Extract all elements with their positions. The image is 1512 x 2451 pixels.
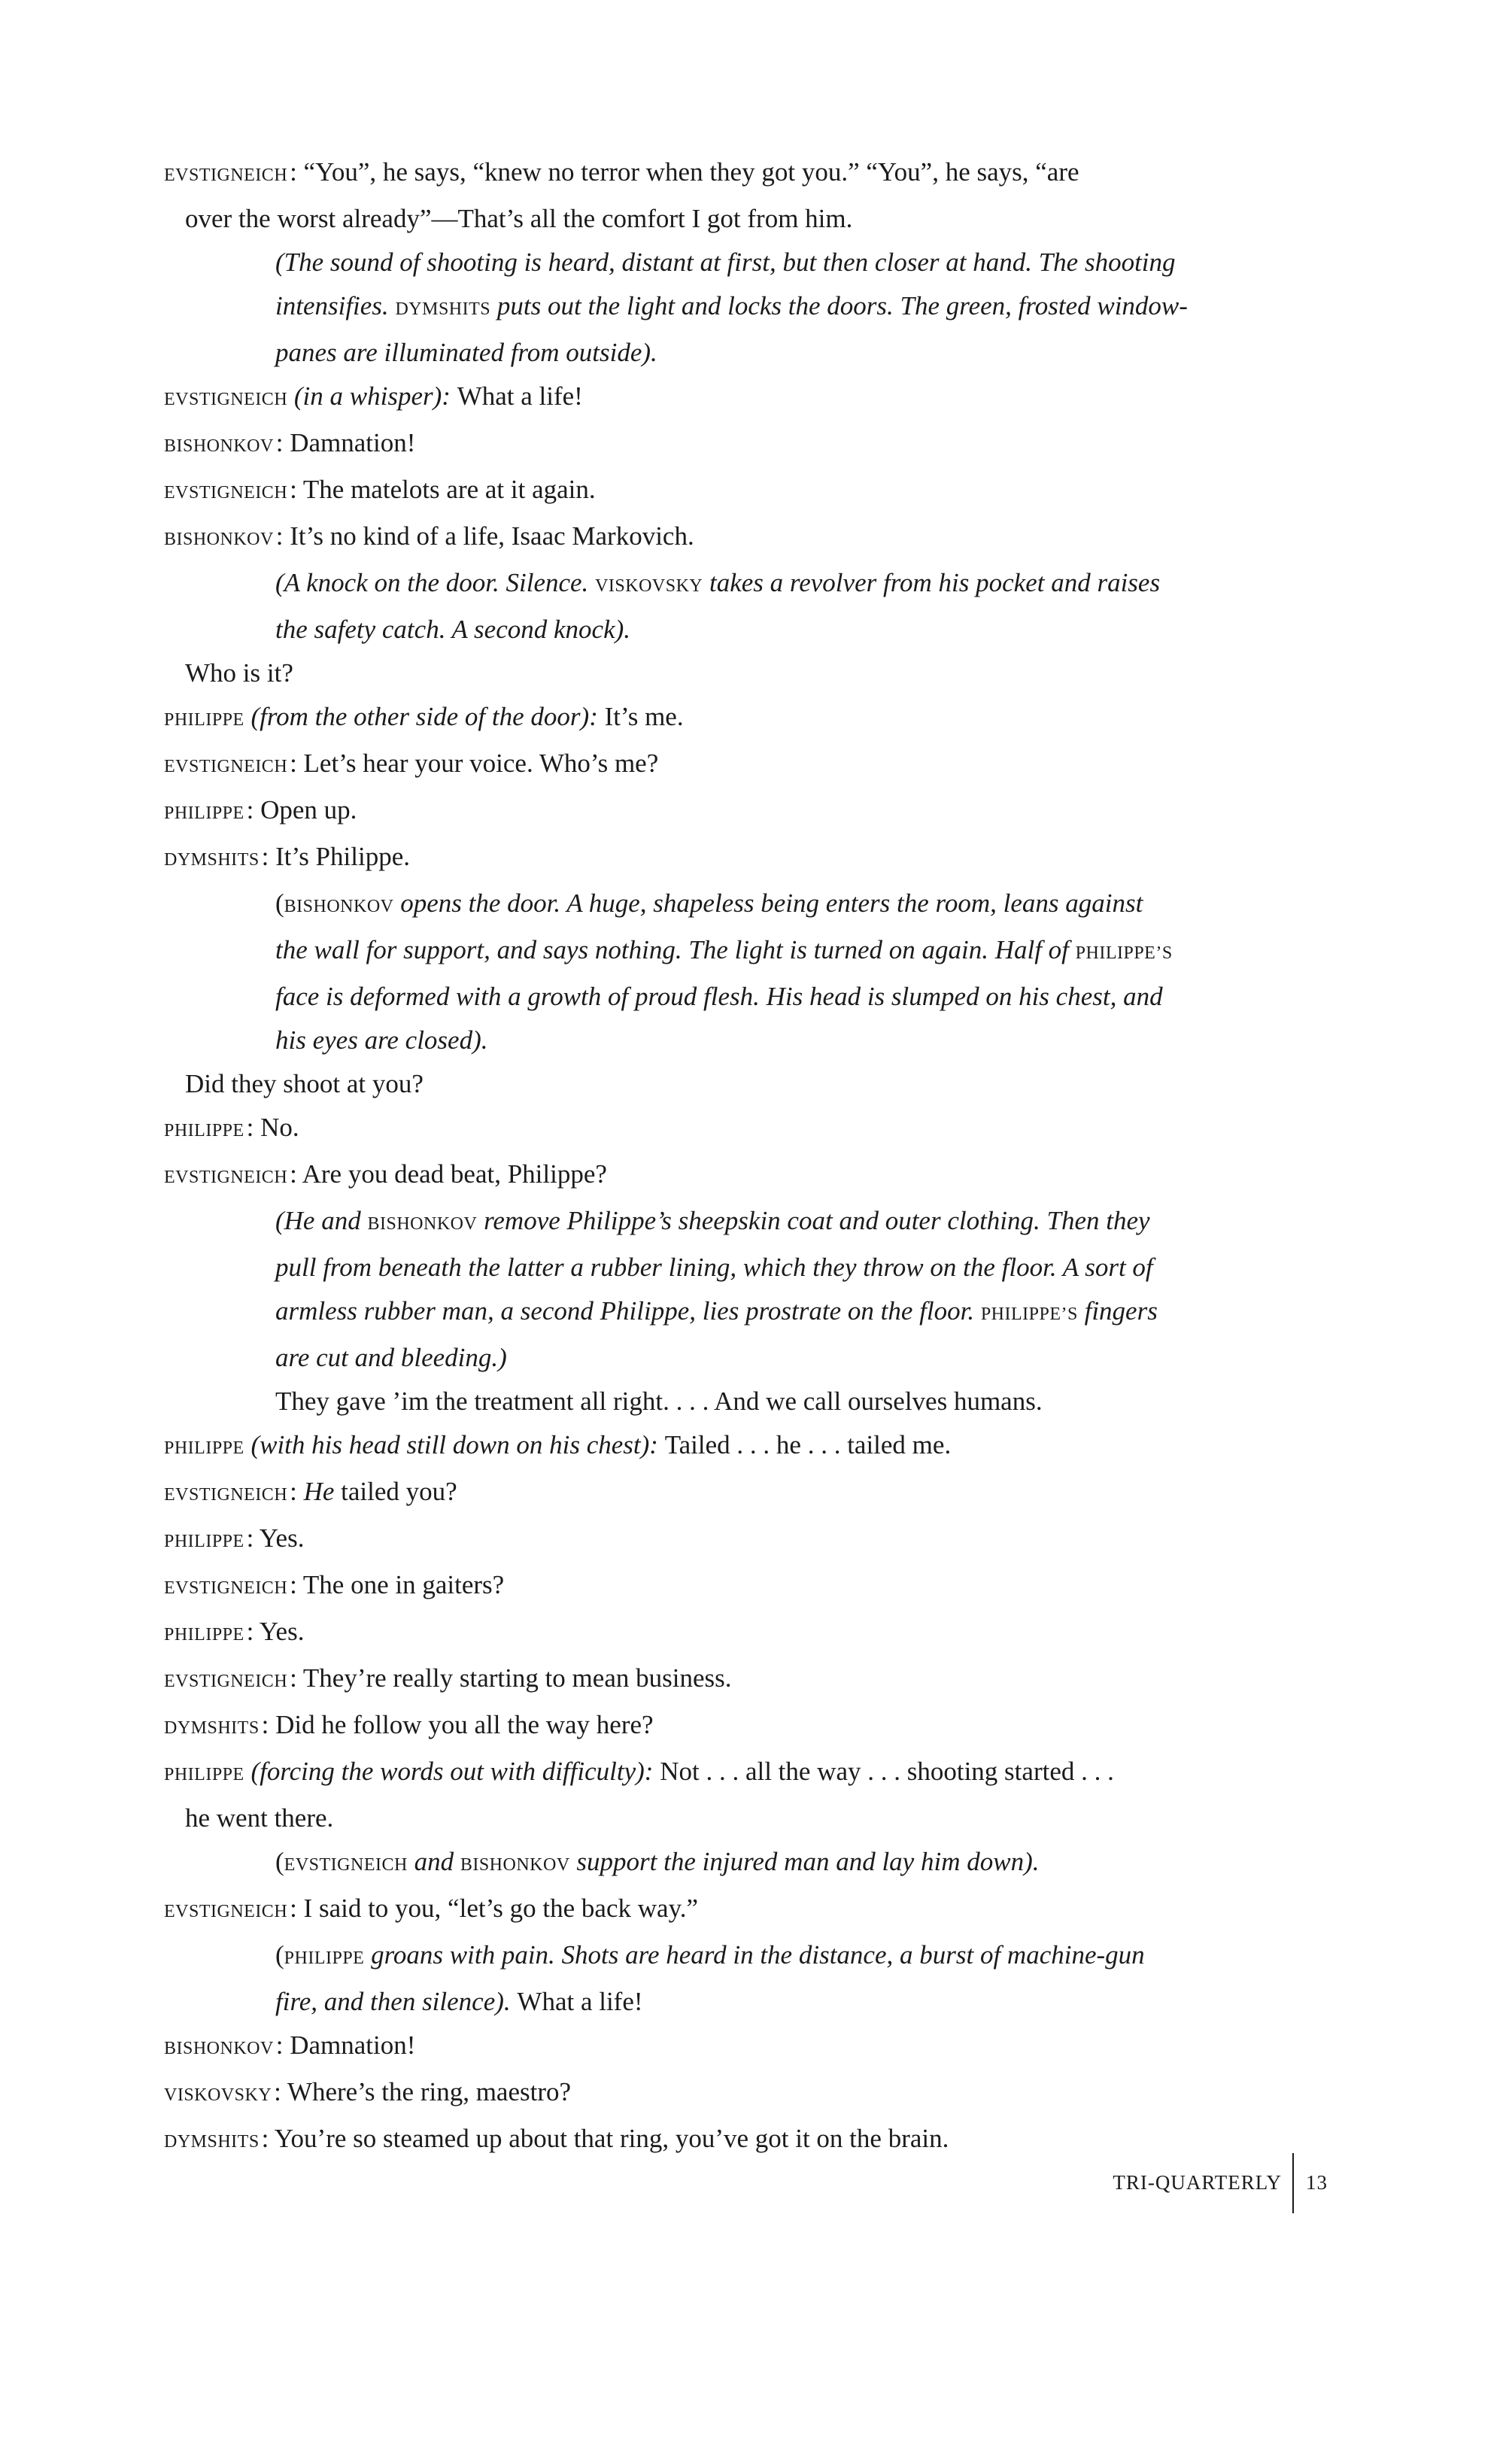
spoken-text: : You’re so steamed up about that ring, you’ve got it on the brain. — [259, 2124, 949, 2153]
stage-direction-line — [164, 561, 1368, 608]
character-name: EVSTIGNEICH — [164, 1485, 288, 1505]
dialogue-line — [164, 1563, 1368, 1610]
dialogue-line — [164, 695, 1368, 742]
direction-text: (The sound of shooting is heard, distant at first, but then closer at hand. The shooting — [275, 248, 1176, 277]
dialogue-line — [164, 1153, 1368, 1199]
spoken-text: tailed you? — [334, 1477, 457, 1506]
character-name: DYMSHITS — [164, 850, 260, 870]
direction-text: (with his head still down on his chest): — [244, 1430, 665, 1459]
spoken-text: over the worst already”—That’s all the comfort I got from him. — [185, 204, 853, 233]
dialogue-line — [164, 515, 1368, 561]
dialogue-line — [164, 742, 1368, 788]
direction-text: armless rubber man, a second Philippe, lies prostrate on the floor. — [275, 1296, 981, 1326]
character-name: EVSTIGNEICH — [164, 390, 288, 409]
character-name: BISHONKOV — [284, 897, 394, 916]
dialogue-line — [164, 1610, 1368, 1657]
character-name: DYMSHITS — [164, 2132, 260, 2152]
character-name: PHILIPPE — [284, 1948, 365, 1968]
character-name: PHILIPPE — [164, 710, 244, 730]
spoken-text: : The one in gaiters? — [287, 1570, 505, 1599]
continuation-line — [164, 651, 1368, 695]
spoken-text: Not . . . all the way . . . shooting started . . . — [660, 1757, 1114, 1786]
spoken-text: he went there. — [185, 1803, 334, 1833]
spoken-text: : They’re really starting to mean business. — [287, 1663, 732, 1693]
spoken-text: It’s me. — [604, 702, 684, 731]
stage-direction-line — [164, 975, 1368, 1019]
character-name: PHILIPPE — [164, 1121, 244, 1140]
dialogue-line — [164, 1703, 1368, 1750]
character-name: PHILIPPE — [164, 1532, 244, 1551]
character-name: PHILIPPE — [164, 1765, 244, 1784]
direction-text: fire, and then silence). — [275, 1987, 518, 2016]
character-name: PHILIPPE — [164, 1625, 244, 1645]
spoken-text: What a life! — [517, 1987, 643, 2016]
spoken-text: : Yes. — [244, 1523, 305, 1553]
spoken-text: What a life! — [457, 381, 583, 411]
stage-direction-line — [164, 1199, 1368, 1246]
spoken-text: : It’s no kind of a life, Isaac Markovich. — [273, 521, 694, 551]
direction-text: fingers — [1077, 1296, 1158, 1326]
character-name: VISKOVSKY — [595, 576, 703, 596]
character-name: EVSTIGNEICH — [164, 1672, 288, 1691]
spoken-text: ( — [275, 1940, 284, 1970]
direction-text: pull from beneath the latter a rubber lining, which they throw on the floor. A sort of — [275, 1253, 1153, 1282]
dialogue-line — [164, 2070, 1368, 2117]
character-name: DYMSHITS — [164, 1718, 260, 1738]
continuation-line — [164, 1796, 1368, 1840]
dialogue-line — [164, 1657, 1368, 1703]
direction-text: intensifies. — [275, 291, 396, 320]
direction-text: (forcing the words out with difficulty): — [244, 1757, 660, 1786]
character-name: PHILIPPE — [164, 1438, 244, 1458]
direction-text: He — [303, 1477, 335, 1506]
character-name: EVSTIGNEICH — [164, 1168, 288, 1187]
dialogue-line — [164, 2024, 1368, 2070]
spoken-text: ( — [275, 1847, 284, 1876]
dialogue-line — [164, 788, 1368, 835]
spoken-text: : Let’s hear your voice. Who’s me? — [287, 749, 659, 778]
direction-text: groans with pain. Shots are heard in the distance, a burst of machine-gun — [364, 1940, 1145, 1970]
stage-direction-line — [164, 1840, 1368, 1887]
direction-text: panes are illuminated from outside). — [275, 338, 657, 367]
stage-direction-line — [164, 284, 1368, 331]
spoken-text: : The matelots are at it again. — [287, 475, 596, 504]
character-name: BISHONKOV — [164, 530, 274, 549]
character-name: BISHONKOV — [460, 1855, 570, 1875]
character-name: EVSTIGNEICH — [164, 166, 288, 185]
character-name: BISHONKOV — [367, 1214, 478, 1234]
spoken-text: Tailed . . . he . . . tailed me. — [664, 1430, 952, 1459]
direction-text: and — [407, 1847, 460, 1876]
direction-text: takes a revolver from his pocket and raises — [703, 568, 1161, 597]
stage-direction-line — [164, 608, 1368, 651]
play-text — [164, 150, 1368, 2164]
footer-divider — [1292, 2153, 1294, 2213]
dialogue-line — [164, 2117, 1368, 2164]
direction-text: (A knock on the door. Silence. — [275, 568, 596, 597]
dialogue-line — [164, 468, 1368, 515]
journal-name: TRI-QUARTERLY — [1113, 2171, 1282, 2194]
stage-direction-line — [164, 331, 1368, 375]
spoken-text: They gave ’im the treatment all right. . . . And we call ourselves humans. — [275, 1386, 1043, 1416]
spoken-text: : It’s Philippe. — [259, 842, 410, 871]
direction-text: the wall for support, and says nothing. The light is turned on again. Half of — [275, 935, 1076, 964]
character-name: EVSTIGNEICH — [164, 483, 288, 503]
spoken-text: : I said to you, “let’s go the back way.” — [287, 1894, 699, 1923]
character-name: EVSTIGNEICH — [164, 1902, 288, 1921]
spoken-text: Did they shoot at you? — [185, 1069, 424, 1098]
dialogue-line — [164, 1750, 1368, 1796]
stage-direction-line — [164, 882, 1368, 928]
dialogue-line — [164, 1470, 1368, 1517]
character-name: EVSTIGNEICH — [164, 757, 288, 776]
stage-direction-line — [164, 1289, 1368, 1336]
character-name: VISKOVSKY — [164, 2085, 272, 2105]
direction-text: (He and — [275, 1206, 368, 1235]
continuation-line — [164, 197, 1368, 241]
spoken-text: : Yes. — [244, 1617, 305, 1646]
character-name: PHILIPPE — [164, 803, 244, 823]
page-number: 13 — [1306, 2171, 1328, 2194]
spoken-text: : Are you dead beat, Philippe? — [287, 1159, 607, 1189]
character-name: PHILIPPE’S — [980, 1304, 1078, 1324]
spoken-text: : Where’s the ring, maestro? — [272, 2077, 572, 2106]
dialogue-line — [164, 1517, 1368, 1563]
character-name: EVSTIGNEICH — [164, 1578, 288, 1598]
character-name: EVSTIGNEICH — [284, 1855, 408, 1875]
stage-direction-line — [164, 1980, 1368, 2024]
stage-direction-line — [164, 1933, 1368, 1980]
spoken-text: : Damnation! — [273, 2030, 416, 2060]
stage-direction-line — [164, 1246, 1368, 1289]
dialogue-line — [164, 1106, 1368, 1153]
direction-text: his eyes are closed). — [275, 1025, 488, 1055]
dialogue-line — [164, 375, 1368, 421]
character-name: BISHONKOV — [164, 2039, 274, 2058]
stage-direction-line — [164, 1380, 1368, 1423]
spoken-text: Who is it? — [185, 658, 293, 688]
spoken-text: : Damnation! — [273, 428, 416, 457]
dialogue-line — [164, 835, 1368, 882]
dialogue-line — [164, 1423, 1368, 1470]
dialogue-line — [164, 421, 1368, 468]
spoken-text: ( — [275, 888, 284, 918]
direction-text: (in a whisper): — [287, 381, 457, 411]
direction-text: (from the other side of the door): — [244, 702, 605, 731]
spoken-text: : Did he follow you all the way here? — [259, 1710, 654, 1739]
spoken-text: : Open up. — [244, 795, 357, 825]
direction-text: puts out the light and locks the doors. The green, frosted window- — [490, 291, 1188, 320]
character-name: PHILIPPE’S — [1075, 943, 1173, 963]
direction-text: opens the door. A huge, shapeless being enters the room, leans against — [393, 888, 1143, 918]
stage-direction-line — [164, 241, 1368, 284]
spoken-text: : — [287, 1477, 304, 1506]
dialogue-line — [164, 150, 1368, 197]
dialogue-line — [164, 1887, 1368, 1933]
direction-text: remove Philippe’s sheepskin coat and outer clothing. Then they — [477, 1206, 1150, 1235]
stage-direction-line — [164, 1019, 1368, 1062]
stage-direction-line — [164, 1336, 1368, 1380]
direction-text: support the injured man and lay him down). — [569, 1847, 1040, 1876]
spoken-text: : No. — [244, 1113, 299, 1142]
direction-text: are cut and bleeding.) — [275, 1343, 507, 1372]
continuation-line — [164, 1062, 1368, 1106]
stage-direction-line — [164, 928, 1368, 975]
character-name: BISHONKOV — [164, 436, 274, 456]
spoken-text: : “You”, he says, “knew no terror when they got you.” “You”, he says, “are — [287, 157, 1079, 187]
direction-text: face is deformed with a growth of proud flesh. His head is slumped on his chest, and — [275, 982, 1163, 1011]
character-name: DYMSHITS — [395, 299, 491, 319]
direction-text: the safety catch. A second knock). — [275, 615, 631, 644]
